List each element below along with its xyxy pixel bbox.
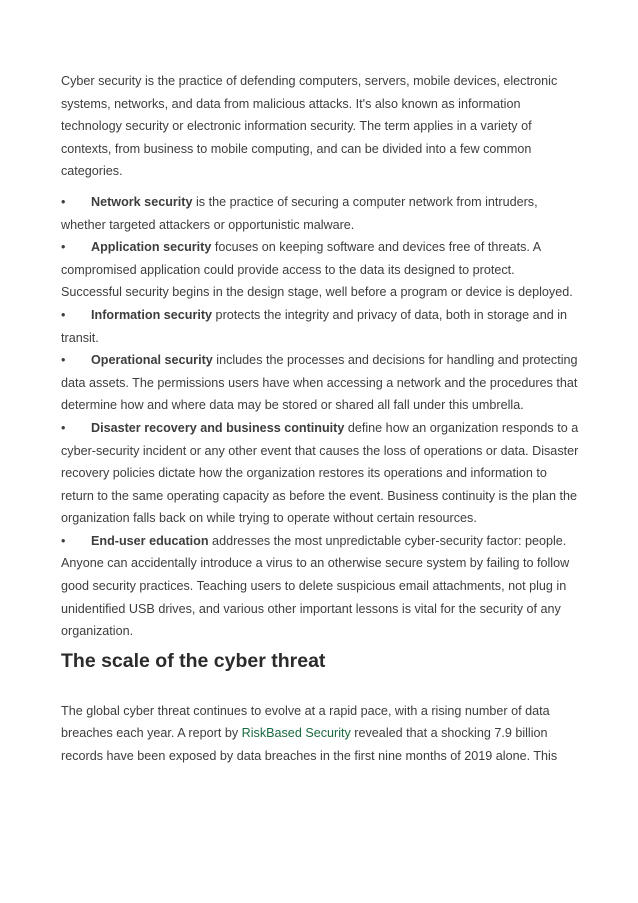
term-description: is the practice of securing a computer network from intruders, whether targeted attackers or opportunistic malware. bbox=[61, 194, 538, 232]
riskbased-security-link[interactable]: RiskBased Security bbox=[241, 726, 351, 741]
term-label: Network security bbox=[91, 194, 193, 209]
list-item-end-user-education bbox=[61, 530, 579, 643]
term-description: protects the integrity and privacy of data, both in storage and in transit. bbox=[61, 307, 567, 345]
bullet-icon: • bbox=[61, 420, 66, 435]
term-label: Operational security bbox=[91, 353, 213, 368]
list-item-application-security bbox=[61, 236, 579, 304]
paragraph-text-end: revealed that a shocking 7.9 billion records have been exposed by data breaches in the first nine months of 2019 alone. This bbox=[61, 726, 558, 764]
bullet-icon: • bbox=[61, 307, 66, 322]
categories-list bbox=[61, 191, 579, 643]
bullet-icon: • bbox=[61, 533, 66, 548]
term-description: define how an organization responds to a cyber-security incident or any other event that causes the loss of operations or data. Disaster recovery policies dictate how the organization restores its operations and information to return to the same operating capacity as before the event. Business continuity is the plan the organization falls back on while trying to operate without certain resources. bbox=[61, 420, 579, 526]
document-page bbox=[61, 70, 579, 768]
list-item-information-security bbox=[61, 304, 579, 349]
term-label: Information security bbox=[91, 307, 213, 322]
term-description: includes the processes and decisions for handling and protecting data assets. The permissions users have when accessing a network and the procedures that determine how and where data may be stored or shared all fall under this umbrella. bbox=[61, 353, 578, 413]
term-description: focuses on keeping software and devices free of threats. A compromised application could provide access to the data its designed to protect. Successful security begins in the design stage, well before a program or device is deployed. bbox=[61, 240, 573, 300]
paragraph-text-start: The global cyber threat continues to evolve at a rapid pace, with a rising number of data breaches each year. A report by bbox=[61, 703, 550, 741]
term-label: Application security bbox=[91, 240, 212, 255]
list-item-network-security bbox=[61, 191, 579, 236]
bullet-icon: • bbox=[61, 240, 66, 255]
intro-paragraph: Cyber security is the practice of defending computers, servers, mobile devices, electronic systems, networks, and data from malicious attacks. It's also known as information technology security or electronic information security. The term applies in a variety of contexts, from business to mobile computing, and can be divided into a few common categories. bbox=[61, 74, 558, 179]
list-item-disaster-recovery bbox=[61, 417, 579, 530]
section-heading: The scale of the cyber threat bbox=[61, 649, 326, 672]
list-item-operational-security bbox=[61, 349, 579, 417]
term-description: addresses the most unpredictable cyber-security factor: people. Anyone can accidentally introduce a virus to an otherwise secure system by failing to follow good security practices. Teaching users to delete suspicious email attachments, not plug in unidentified USB drives, and various other important lessons is vital for the security of any organization. bbox=[61, 533, 570, 639]
bullet-icon: • bbox=[61, 194, 66, 209]
bullet-icon: • bbox=[61, 353, 66, 368]
threat-paragraph bbox=[61, 700, 579, 768]
term-label: Disaster recovery and business continuity bbox=[91, 420, 345, 435]
term-label: End-user education bbox=[91, 533, 209, 548]
